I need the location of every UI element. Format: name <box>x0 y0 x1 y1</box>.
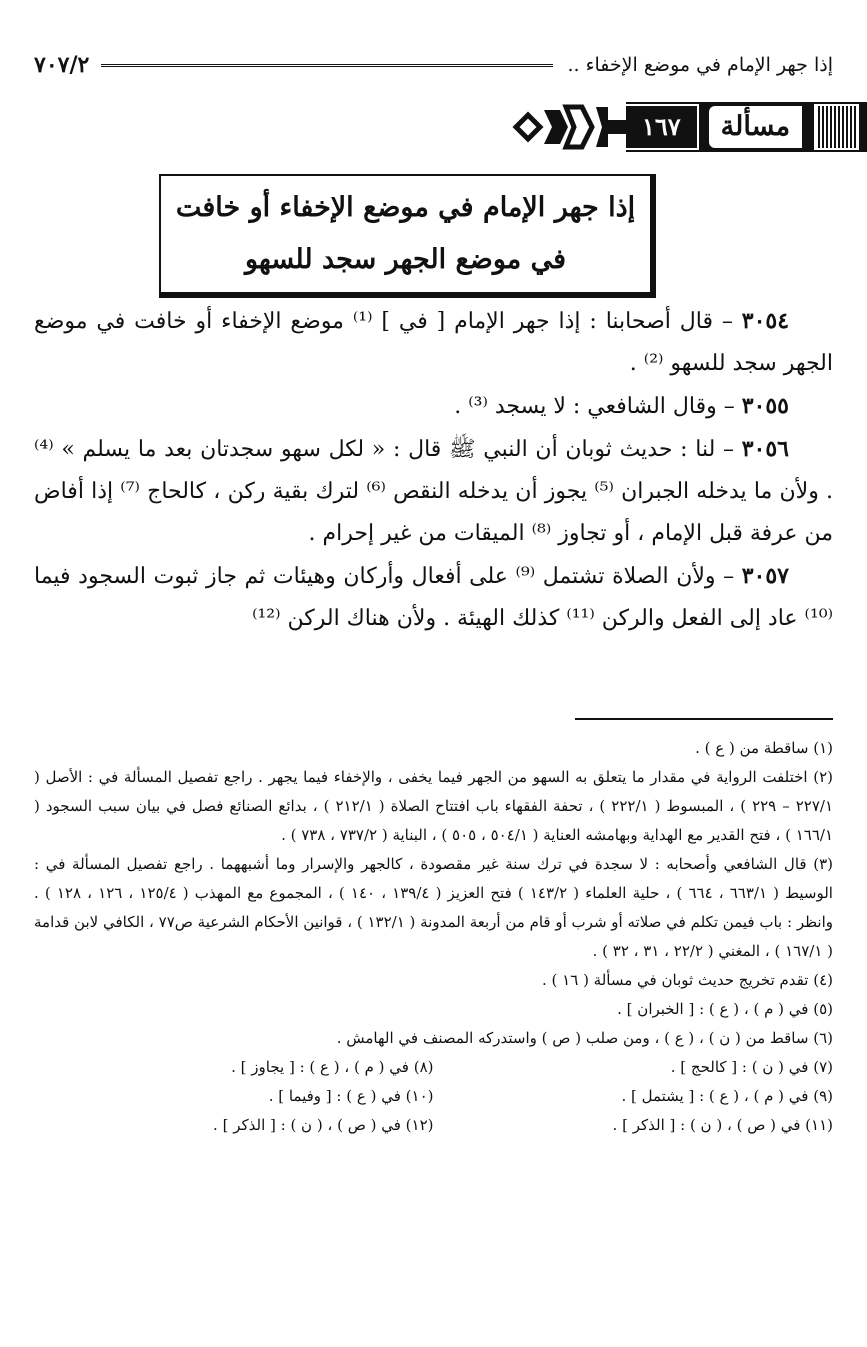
page-number: ٧٠٧/٢ <box>34 52 90 78</box>
footnote: (٦) ساقط من ( ن ) ، ( ع ) ، ومن صلب ( ص ) واستدركه المصنف في الهامش . <box>336 1029 833 1047</box>
paragraph-number: ٣٠٥٦ <box>741 436 789 462</box>
footnote: (١٢) في ( ص ) ، ( ن ) : [ الذكر ] . <box>213 1116 434 1134</box>
paragraph <box>34 428 833 555</box>
title-line-1: إذا جهر الإمام في موضع الإخفاء أو خافت <box>175 192 636 223</box>
paragraph-text: – لنا : حديث ثوبان أن النبي ﷺ قال : « لكل سهو سجدتان بعد ما يسلم » ⁽⁴⁾ . ولأن ما يدخله الجبران ⁽⁵⁾ يجوز أن يدخله النقص ⁽⁶⁾ لترك بقية ركن ، كالحاج ⁽⁷⁾ إذا أفاض من عرفة قبل الإمام ، أو تجاوز ⁽⁸⁾ الميقات من غير إحرام . <box>34 437 833 546</box>
ornament-icon <box>508 102 626 152</box>
paragraph <box>34 300 833 385</box>
title-line-2: في موضع الجهر سجد للسهو <box>244 244 567 275</box>
footnote: (٥) في ( م ) ، ( ع ) : [ الخبران ] . <box>617 1000 833 1018</box>
footnote-row <box>34 1082 833 1111</box>
paragraph <box>34 385 833 428</box>
masala-banner <box>508 102 867 152</box>
paragraph-text: – ولأن الصلاة تشتمل ⁽⁹⁾ على أفعال وأركان وهيئات ثم جاز ثبوت السجود فيما ⁽¹⁰⁾ عاد إلى الفعل والركن ⁽¹¹⁾ كذلك الهيئة . ولأن هناك الركن ⁽¹²⁾ <box>34 564 833 631</box>
paragraph-number: ٣٠٥٤ <box>741 308 790 334</box>
footnote: (٤) تقدم تخريج حديث ثوبان في مسألة ( ١٦ ) . <box>542 971 833 989</box>
footnote: (٧) في ( ن ) : [ كالحج ] . <box>670 1058 833 1076</box>
masala-title-box <box>159 174 656 298</box>
running-header <box>34 48 833 82</box>
masala-label: مسألة <box>709 106 802 148</box>
paragraph-number: ٣٠٥٥ <box>741 393 789 419</box>
footnote: (٨) في ( م ) ، ( ع ) : [ يجاوز ] . <box>231 1058 434 1076</box>
footnote-row <box>34 1111 833 1140</box>
footnote: (١١) في ( ص ) ، ( ن ) : [ الذكر ] . <box>612 1116 833 1134</box>
footnote: (٩) في ( م ) ، ( ع ) : [ يشتمل ] . <box>621 1087 833 1105</box>
paragraph-text: – قال أصحابنا : إذا جهر الإمام [ في ] ⁽¹⁾ موضع الإخفاء أو خافت في موضع الجهر سجد للسهو ⁽²⁾ . <box>34 309 833 376</box>
paragraph-number: ٣٠٥٧ <box>741 563 789 589</box>
footnote: (١٠) في ( ع ) : [ وفيما ] . <box>268 1087 434 1105</box>
footnote-separator <box>575 718 833 720</box>
paragraph <box>34 555 833 640</box>
footnote: (١) ساقطة من ( ع ) . <box>695 739 833 757</box>
footnote: (٢) اختلفت الرواية في مقدار ما يتعلق به السهو من الجهر فيما يخفى ، والإخفاء فيما يجهر . راجع تفصيل المسألة في : الأصل ( ٢٢٧/١ – ٢٢٩ ) ، المبسوط ( ٢٢٢/١ ) ، تحفة الفقهاء باب افتتاح الصلاة ( ٢١٢/١ ) ، بدائع الصنائع فصل في بيان سبب السجود ( ١٦٦/١ ) ، فتح القدير مع الهداية وبهامشه العناية ( ٥٠٤/١ ، ٥٠٥ ) ، البناية ( ٧٣٧/٢ ، ٧٣٨ ) . <box>34 768 834 844</box>
masala-number: ١٦٧ <box>624 104 699 150</box>
paragraph-text: – وقال الشافعي : لا يسجد ⁽³⁾ . <box>454 394 742 419</box>
banner-stripes <box>814 104 859 150</box>
footnotes <box>34 734 833 1140</box>
footnote: (٣) قال الشافعي وأصحابه : لا سجدة في ترك سنة غير مقصودة ، كالجهر والإسرار وما أشبههما . راجع تفصيل المسألة في : الوسيط ( ٦٦٣/١ ، ٦٦٤ ) ، حلية العلماء ( ١٤٣/٢ ) فتح العزيز ( ١٣٩/٤ ، ١٤٠ ) ، المجموع مع المهذب ( ١٢٥/٤ ، ١٢٦ ، ١٢٨ ) . وانظر : باب فيمن تكلم في صلاته أو شرب أو قام من أربعة المدونة ( ١٣٢/١ ) ، قوانين الأحكام الشرعية ص٧٧ ، الكافي لابن قدامة ( ١٦٧/١ ) ، المغني ( ٢٢/٢ ، ٣١ ، ٣٢ ) . <box>34 855 833 960</box>
footnote-row <box>34 1053 833 1082</box>
running-title: إذا جهر الإمام في موضع الإخفاء .. <box>567 54 833 76</box>
header-rule <box>101 64 553 67</box>
main-text <box>34 300 833 640</box>
